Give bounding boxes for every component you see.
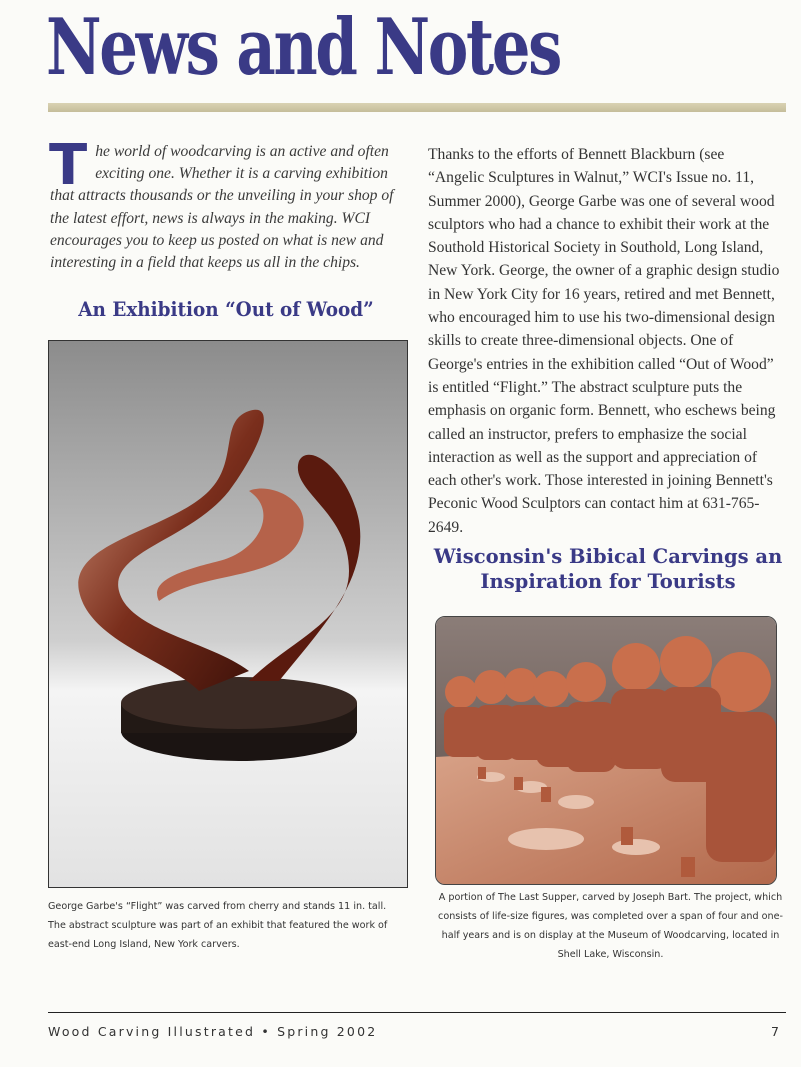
article-body: Thanks to the efforts of Bennett Blackburn (see “Angelic Sculptures in Walnut,” WCI's Issue no. 11, Summer 2000), George Garbe was one of several wood sculptors who had a chance to exhibit their work at the Southold Historical Society in Southold, Long Island, New York. George, the owner of a graphic design studio in New York City for 16 years, retired and met Bennett, who encouraged him to use his two-dimensional design skills to create three-dimensional objects. One of George's entries in the exhibition called “Out of Wood” is entitled “Flight.” The abstract sculpture puts the emphasis on organic form. Bennett, who eschews being called an instructor, prefers to emphasize the social interaction as well as the support and appreciation of each other's work. Those interested in joining Bennett's Peconic Wood Sculptors can contact him at 631-765-2649. (428, 146, 780, 536)
flight-caption: George Garbe's “Flight” was carved from cherry and stands 11 in. tall. The abstract sculpture was part of an exhibit that featured the work of east-end Long Island, New York carvers. (48, 901, 388, 950)
footer-publication: Wood Carving Illustrated • Spring 2002 (48, 1024, 378, 1039)
last-supper-caption: A portion of The Last Supper, carved by Joseph Bart. The project, which consists of life-size figures, was completed over a span of four and one-half years and is on display at the Museum of Woodcarving, located in Shell Lake, Wisconsin. (438, 892, 783, 960)
footer-rule (48, 1012, 786, 1013)
last-supper-photo (435, 616, 777, 885)
page-number: 7 (771, 1024, 779, 1039)
intro-paragraph (49, 133, 402, 274)
drop-cap: T (49, 133, 88, 198)
masthead-rule (48, 103, 786, 112)
intro-text: he world of woodcarving is an active and often exciting one. Whether it is a carving exhibition that attracts thousands or the unveiling in your shop of the latest effort, news is always in the making. WCI encourages you to keep us posted on what is new and interesting in a field that keeps us all in the chips. (50, 143, 394, 272)
masthead-title: News and Notes (46, 2, 561, 93)
section-heading-exhibition: An Exhibition “Out of Wood” (78, 297, 374, 321)
sculpture-flight-photo (48, 340, 408, 888)
section-heading-wisconsin: Wisconsin's Bibical Carvings an Inspiration for Tourists (433, 545, 783, 593)
